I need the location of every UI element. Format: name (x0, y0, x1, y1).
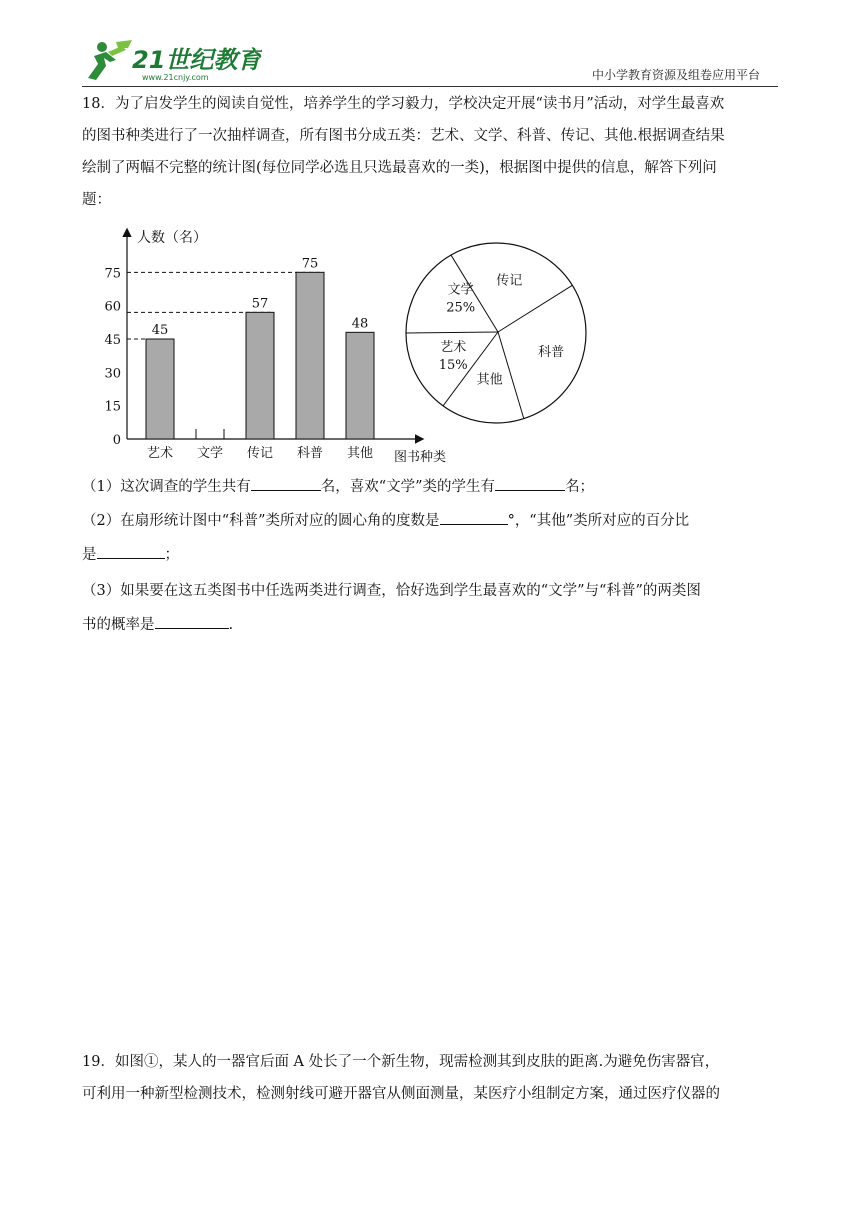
data-label: 57 (251, 296, 269, 312)
x-tick-label: 其他 (346, 446, 374, 461)
brand-logo (82, 38, 262, 84)
q18-part-1 (82, 470, 782, 504)
y-tick-label: 30 (104, 366, 121, 382)
logo-text: 21世纪教育 (132, 46, 262, 74)
pie-slice-label: 文学 (447, 282, 474, 298)
question-19-text (82, 1046, 782, 1110)
bar (346, 332, 374, 439)
x-tick-label: 传记 (246, 446, 274, 461)
pie-chart (406, 243, 586, 423)
q19-line-2: 可利用一种新型检测技术，检测射线可避开器官从侧面测量，某医疗小组制定方案，通过医疗仪器的 (82, 1086, 720, 1102)
bar (146, 339, 174, 439)
q18-part-2-text-c: 是 (82, 547, 97, 563)
q18-part-3-text-c: . (228, 617, 234, 633)
y-axis-label: 人数（名） (137, 230, 207, 246)
q18-line-4: 题： (82, 192, 111, 208)
bar (296, 272, 324, 439)
answer-blank-probability[interactable] (155, 611, 229, 629)
pie-slice-percent: 25% (446, 300, 476, 316)
q18-line-2: 的图书种类进行了一次抽样调查，所有图书分成五类：艺术、文学、科普、传记、其他.根据调查结果 (82, 128, 725, 144)
data-label: 48 (351, 316, 369, 332)
q18-part-1-text-c: 名； (565, 479, 595, 495)
q18-part-2 (82, 504, 782, 572)
y-tick-label: 45 (104, 333, 121, 348)
q18-part-2-text-b: °，“其他”类所对应的百分比 (507, 513, 690, 529)
x-tick-label: 文学 (196, 446, 224, 461)
q18-part-1-text-b: 名，喜欢“文学”类的学生有 (320, 479, 496, 495)
logo-url: www.21cnjy.com (142, 73, 209, 82)
answer-blank-total[interactable] (251, 473, 321, 491)
answer-blank-percent[interactable] (97, 541, 165, 559)
y-tick-label: 60 (104, 299, 121, 315)
x-axis-label: 图书种类 (394, 450, 447, 465)
runner-icon (88, 40, 132, 80)
q18-part-3-text-b: 书的概率是 (82, 617, 155, 633)
pie-slice-percent: 15% (438, 357, 468, 373)
q18-line-3: 绘制了两幅不完整的统计图(每位同学必选且只选最喜欢的一类)，根据图中提供的信息，解答下列问 (82, 160, 717, 176)
y-tick-label: 15 (104, 399, 121, 415)
q19-line-1: 19．如图①，某人的一器官后面 A 处长了一个新生物，现需检测其到皮肤的距离.为避免伤害器官， (82, 1054, 720, 1070)
q18-part-3-line-1: （3）如果要在这五类图书中任选两类进行调查，恰好选到学生最喜欢的“文学”与“科普”的两类图 (82, 583, 701, 599)
q18-line-1: 18．为了启发学生的阅读自觉性，培养学生的学习毅力，学校决定开展“读书月”活动，对学生最喜欢 (82, 96, 725, 112)
question-18-text (82, 88, 782, 216)
x-tick-label: 科普 (296, 446, 324, 461)
y-tick-label: 75 (104, 266, 121, 282)
data-label: 75 (301, 256, 319, 272)
q18-part-3 (82, 574, 782, 642)
pie-slice-label: 其他 (476, 372, 503, 388)
answer-blank-angle[interactable] (440, 507, 508, 525)
bar-chart (104, 229, 446, 465)
bar (246, 312, 274, 439)
q18-part-1-text-a: （1）这次调查的学生共有 (82, 479, 251, 495)
data-label: 45 (151, 323, 169, 338)
charts-figure (82, 222, 602, 470)
q18-part-2-text-d: ； (164, 547, 179, 563)
answer-blank-literature[interactable] (495, 473, 565, 491)
pie-slice-label: 艺术 (440, 339, 467, 355)
x-tick-label: 艺术 (146, 446, 174, 461)
header-divider (82, 86, 778, 87)
pie-slice-label: 传记 (496, 273, 523, 289)
pie-slice-label: 科普 (538, 344, 565, 360)
q18-part-2-text-a: （2）在扇形统计图中“科普”类所对应的圆心角的度数是 (82, 513, 440, 529)
page-header (82, 38, 778, 88)
platform-name: 中小学教育资源及组卷应用平台 (591, 68, 760, 82)
y-tick-label: 0 (112, 433, 121, 448)
